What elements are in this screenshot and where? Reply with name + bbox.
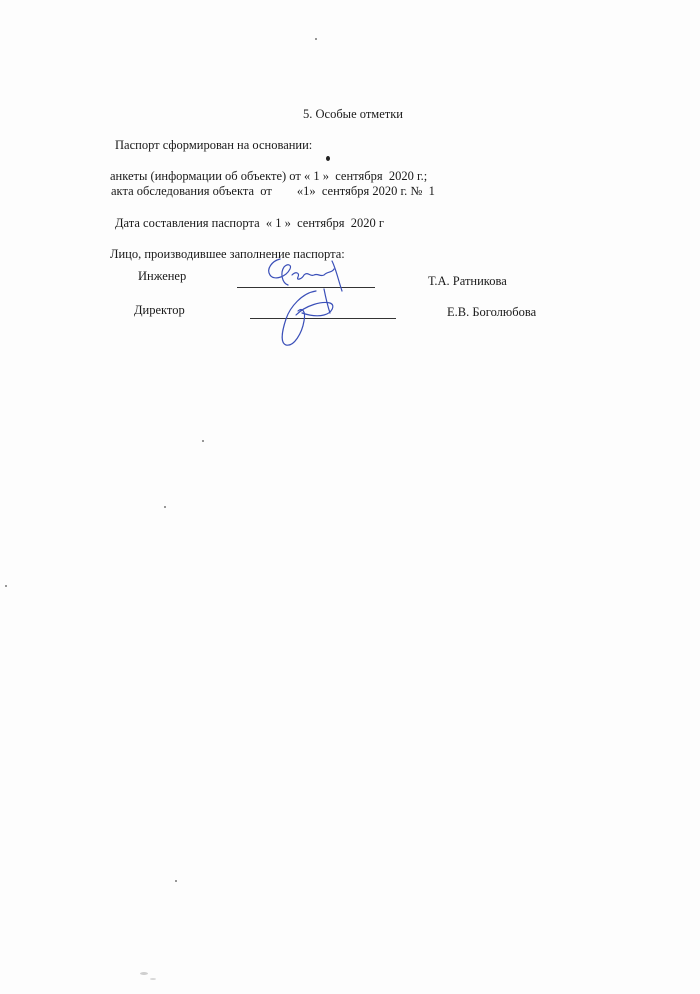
scan-speck: [175, 880, 177, 882]
scan-speck: [326, 156, 330, 161]
scan-speck: [164, 506, 166, 508]
scan-speck: [150, 978, 156, 980]
questionnaire-line: анкеты (информации об объекте) от « 1 » сентября 2020 г.;: [110, 169, 428, 183]
director-role: Директор: [134, 303, 185, 317]
scan-speck: [315, 38, 317, 40]
section-title: 5. Особые отметки: [303, 107, 403, 121]
basis-line: Паспорт сформирован на основании:: [115, 138, 313, 152]
director-name: Е.В. Боголюбова: [447, 305, 537, 319]
survey-act-line: акта обследования объекта от «1» сентября 2020 г. № 1: [111, 184, 435, 198]
compilation-date-line: Дата составления паспорта « 1 » сентября 2020 г: [115, 216, 384, 230]
scan-speck: [202, 440, 204, 442]
filler-line: Лицо, производившее заполнение паспорта:: [110, 247, 345, 261]
scan-speck: [5, 585, 7, 587]
engineer-role: Инженер: [138, 269, 187, 283]
engineer-name: Т.А. Ратникова: [428, 274, 507, 288]
director-signature: [272, 285, 362, 350]
scan-speck: [140, 972, 148, 975]
